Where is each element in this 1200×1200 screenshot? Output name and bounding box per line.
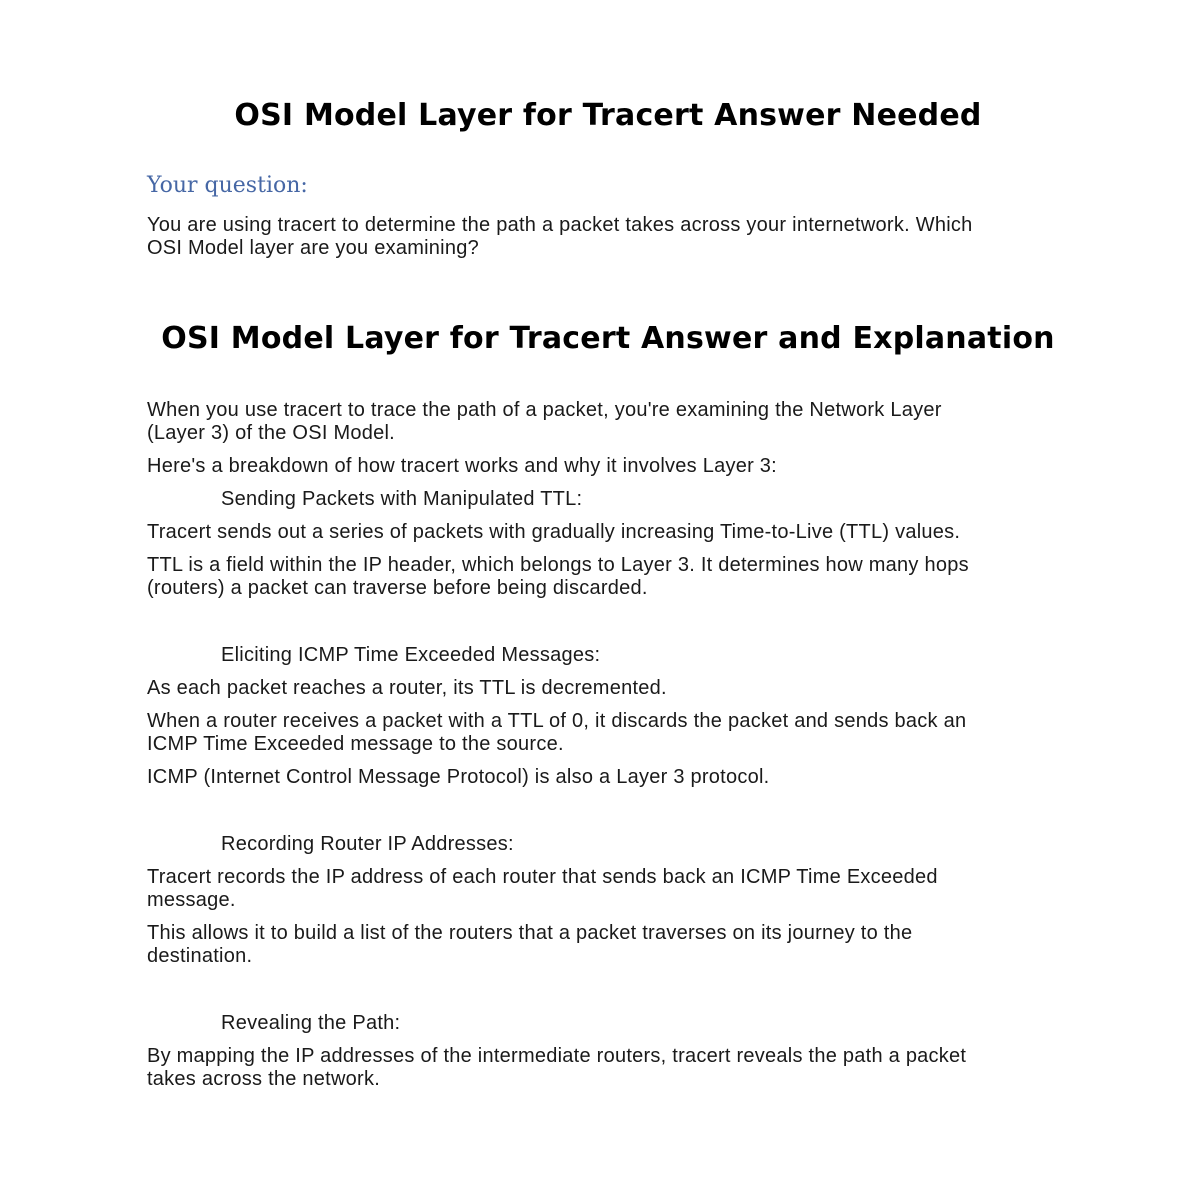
text-line: message. [147, 889, 236, 911]
text-line: When you use tracert to trace the path of a packet, you're examining the Network Layer [147, 399, 942, 421]
text-line: ICMP (Internet Control Message Protocol) is also a Layer 3 protocol. [147, 766, 770, 788]
text-line: ICMP Time Exceeded message to the source. [147, 733, 564, 755]
text-line: Tracert records the IP address of each router that sends back an ICMP Time Exceeded [147, 866, 938, 888]
text-line: takes across the network. [147, 1068, 381, 1090]
text-line: Revealing the Path: [221, 1012, 401, 1034]
paragraph [147, 710, 1069, 756]
paragraph [147, 766, 1069, 789]
text-line: By mapping the IP addresses of the intermediate routers, tracert reveals the path a packet [147, 1045, 967, 1067]
text-line: TTL is a field within the IP header, which belongs to Layer 3. It determines how many hops [147, 554, 969, 576]
text-line: (routers) a packet can traverse before being discarded. [147, 577, 648, 599]
paragraph [147, 399, 1069, 445]
your-question-heading: Your question: [147, 173, 308, 198]
paragraph [147, 922, 1069, 968]
question-title: OSI Model Layer for Tracert Answer Needed [234, 98, 982, 133]
text-line: You are using tracert to determine the path a packet takes across your internetwork. Which [147, 214, 973, 236]
paragraph [147, 866, 1069, 912]
paragraph [147, 554, 1069, 600]
text-line: Recording Router IP Addresses: [221, 833, 514, 855]
paragraph [147, 521, 1069, 544]
answer-title: OSI Model Layer for Tracert Answer and Explanation [161, 321, 1055, 356]
subheading-sending-packets [147, 488, 1069, 511]
subheading-recording-routers [147, 833, 1069, 856]
text-line: As each packet reaches a router, its TTL is decremented. [147, 677, 667, 699]
text-line: Sending Packets with Manipulated TTL: [221, 488, 583, 510]
subheading-revealing-path [147, 1012, 1069, 1035]
text-line: Eliciting ICMP Time Exceeded Messages: [221, 644, 601, 666]
text-line: Here's a breakdown of how tracert works and why it involves Layer 3: [147, 455, 777, 477]
question-paragraph [147, 214, 1069, 260]
text-line: OSI Model layer are you examining? [147, 237, 479, 259]
subheading-eliciting-icmp [147, 644, 1069, 667]
paragraph [147, 677, 1069, 700]
text-line: This allows it to build a list of the routers that a packet traverses on its journey to the [147, 922, 913, 944]
text-line: When a router receives a packet with a TTL of 0, it discards the packet and sends back an [147, 710, 967, 732]
text-line: (Layer 3) of the OSI Model. [147, 422, 395, 444]
text-line: destination. [147, 945, 253, 967]
paragraph [147, 455, 1069, 478]
text-line: Tracert sends out a series of packets with gradually increasing Time-to-Live (TTL) values. [147, 521, 961, 543]
paragraph [147, 1045, 1069, 1091]
